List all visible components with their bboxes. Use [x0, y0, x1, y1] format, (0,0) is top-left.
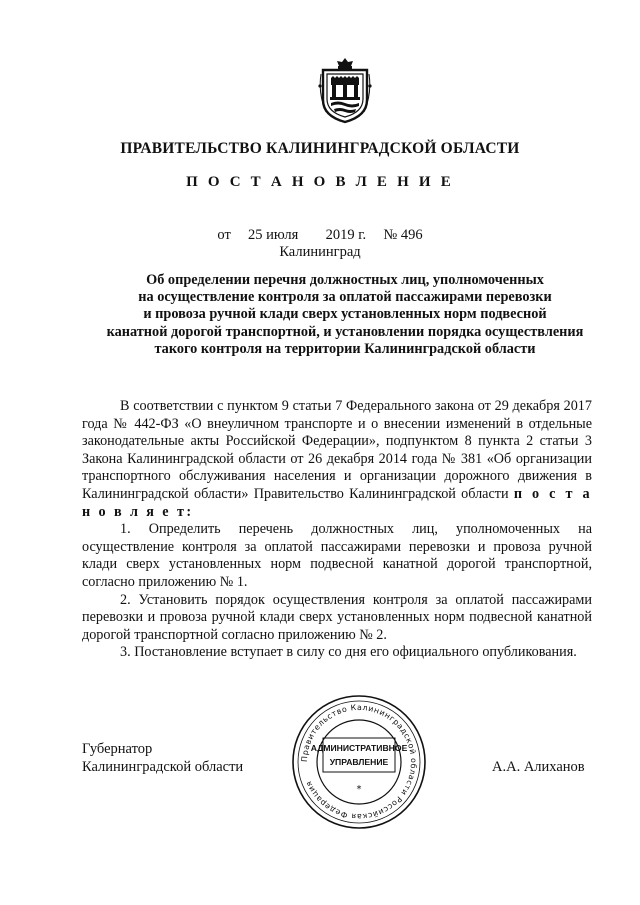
coat-of-arms-emblem	[318, 56, 372, 126]
item-2-paragraph: 2. Установить порядок осуществления контроля за оплатой пассажирами перевозки и провоза ручной клади сверх установленных норм подвесной канатной дорогой транспортной согласно приложению № 2.	[82, 591, 592, 643]
title-line: и провоза ручной клади сверх установленных норм подвесной	[143, 306, 547, 323]
date-line	[0, 227, 640, 244]
signatory-position	[82, 740, 243, 776]
position-line: Калининградской области	[82, 759, 244, 775]
organization-name: ПРАВИТЕЛЬСТВО КАЛИНИНГРАДСКОЙ ОБЛАСТИ	[120, 140, 520, 157]
preamble-text: В соответствии с пунктом 9 статьи 7 Федерального закона от 29 декабря 2017 года № 442-ФЗ «О внеуличном транспорте и о внесении изменений в отдельные законодательные акты Российской Федерации», подпунктом 8 пункта 2 статьи 3 Закона Калининградской области от 26 декабря 2014 года № 381 «Об организации транспортного обслуживания населения и организации дорожного движения в Калининградской области» Правительство Калининградской области	[82, 398, 592, 502]
title-line: на осуществление контроля за оплатой пассажирами перевозки	[138, 289, 552, 306]
seal-center-line1: АДМИНИСТРАТИВНОЕ	[310, 743, 408, 753]
preamble-paragraph	[82, 398, 592, 521]
city-name: Калининград	[279, 244, 361, 260]
document-number: № 496	[383, 227, 423, 243]
date-prefix: от	[217, 227, 231, 243]
date-day-month: 25 июля	[248, 227, 299, 243]
title-line: Об определении перечня должностных лиц, уполномоченных	[146, 272, 544, 288]
position-line: Губернатор	[82, 741, 153, 757]
resolves-phrase: п о с т а н о в л я е т:	[82, 485, 593, 520]
title-line: такого контроля на территории Калининградской области	[154, 340, 536, 357]
seal-star: *	[356, 784, 362, 795]
title-line: канатной дорогой транспортной, и установлении порядка осуществления	[106, 323, 584, 340]
official-seal-stamp	[289, 692, 429, 832]
document-body	[82, 398, 592, 662]
seal-center-line2: УПРАВЛЕНИЕ	[329, 757, 389, 767]
document-title	[78, 272, 612, 358]
date-year: 2019 г.	[325, 227, 367, 243]
seal-ring-text: Правительство Калининградской области Российская Федерация	[299, 702, 419, 822]
item-3-paragraph: 3. Постановление вступает в силу со дня его официального опубликования.	[120, 644, 577, 661]
item-1-paragraph: 1. Определить перечень должностных лиц, уполномоченных на осуществление контроля за оплатой пассажирами перевозки и провоза ручной клади сверх установленных норм подвесной канатной дорогой транспортной, согласно приложению № 1.	[82, 521, 592, 590]
document-type: П О С Т А Н О В Л Е Н И Е	[186, 174, 454, 190]
signatory-name: А.А. Алиханов	[492, 759, 585, 775]
